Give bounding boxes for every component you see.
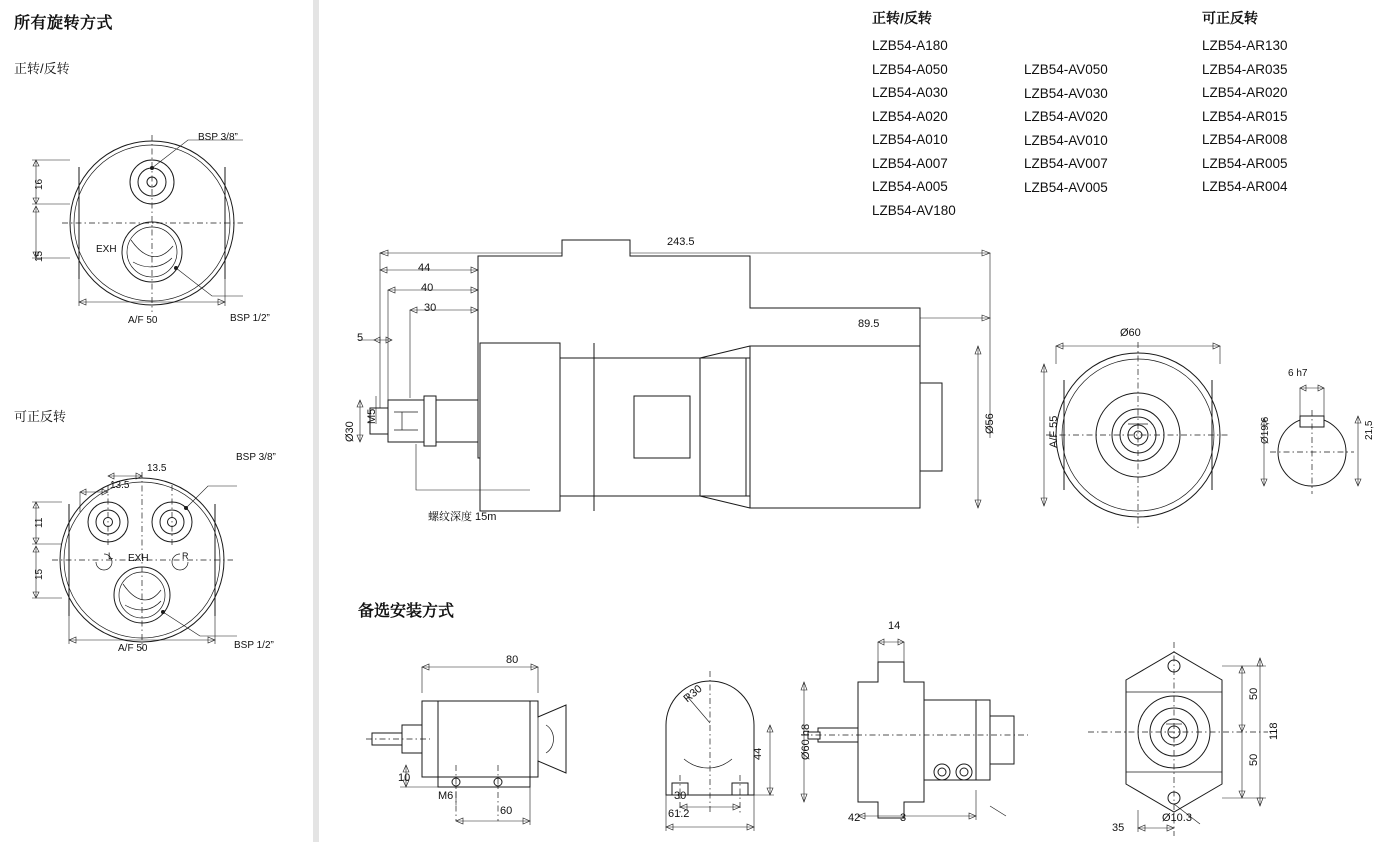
model-item: LZB54-AV005 bbox=[1024, 179, 1108, 195]
alt3-dim-42: 42 bbox=[848, 812, 861, 824]
model-item: LZB54-AV007 bbox=[1024, 156, 1108, 171]
alt4-dim-35: 35 bbox=[1112, 822, 1125, 834]
left-panel-title: 所有旋转方式 bbox=[14, 15, 114, 32]
model-group2-heading: 可正反转 bbox=[1202, 10, 1258, 26]
alt3-dim-14: 14 bbox=[888, 620, 901, 632]
model-item: LZB54-AV030 bbox=[1024, 85, 1108, 101]
alt2-dim-30: 30 bbox=[674, 790, 687, 802]
model-item: LZB54-AV050 bbox=[1024, 62, 1108, 77]
label-bsp12-top: BSP 1/2” bbox=[230, 313, 270, 324]
model-item: LZB54-A020 bbox=[872, 108, 948, 124]
vertical-divider bbox=[313, 0, 319, 842]
section-title-reversible: 可正反转 bbox=[14, 409, 67, 424]
model-group-forward-reverse bbox=[872, 8, 1184, 222]
alt-mount-view-3 bbox=[800, 620, 1040, 830]
model-group2-col1 bbox=[1202, 34, 1352, 199]
alt3-dim-dia60h8: Ø60 h8 bbox=[800, 723, 812, 760]
alt4-dim-118: 118 bbox=[1268, 722, 1280, 740]
label-bsp12-bottom: BSP 1/2” bbox=[234, 640, 274, 651]
alt4-dim-dia10-3: Ø10.3 bbox=[1162, 812, 1192, 824]
label-m5-thread: M5 bbox=[366, 408, 378, 424]
end-view-dia60 bbox=[1030, 320, 1250, 550]
alt3-dim-3: 3 bbox=[900, 812, 907, 824]
dim-15-top: 15 bbox=[34, 250, 45, 262]
dim-total-length: 243.5 bbox=[667, 236, 695, 248]
dim-5: 5 bbox=[357, 332, 364, 344]
model-item: LZB54-AR130 bbox=[1202, 38, 1288, 53]
alt4-dim-50-b: 50 bbox=[1248, 753, 1260, 766]
alt2-label-r30: R30 bbox=[681, 682, 705, 706]
dim-11-bottom: 11 bbox=[34, 517, 45, 528]
label-mark-r: R bbox=[182, 551, 189, 561]
alt2-dim-61-2: 61.2 bbox=[668, 808, 690, 820]
left-panel bbox=[0, 0, 305, 842]
model-item: LZB54-A030 bbox=[872, 85, 948, 100]
alt1-label-m6: M6 bbox=[438, 790, 454, 802]
model-item: LZB54-A180 bbox=[872, 38, 948, 53]
label-thread-depth: 螺纹深度 15m bbox=[428, 511, 497, 523]
alt2-dim-44: 44 bbox=[752, 747, 764, 760]
model-item: LZB54-A050 bbox=[872, 61, 948, 77]
dim-dia-56: Ø56 bbox=[984, 413, 996, 434]
dim-dia-30: Ø30 bbox=[344, 421, 356, 442]
label-af50-bottom: A/F 50 bbox=[118, 643, 148, 654]
main-side-view bbox=[330, 228, 1030, 548]
model-item: LZB54-AR035 bbox=[1202, 61, 1288, 77]
dim-6h7: 6 h7 bbox=[1288, 368, 1308, 379]
model-item: LZB54-A005 bbox=[872, 179, 948, 194]
port-view-single-direction bbox=[0, 110, 305, 340]
dim-15-bottom: 15 bbox=[34, 568, 45, 580]
alt-mount-title: 备选安装方式 bbox=[358, 603, 455, 620]
model-item: LZB54-AR015 bbox=[1202, 108, 1288, 124]
alt1-dim-10: 10 bbox=[398, 772, 411, 784]
alt1-dim-60: 60 bbox=[500, 805, 513, 817]
dim-21-5: 21,5 bbox=[1364, 420, 1375, 440]
dim-13-5-b: 13.5 bbox=[110, 480, 130, 491]
dim-30: 30 bbox=[424, 302, 437, 314]
model-item: LZB54-AV010 bbox=[1024, 132, 1108, 148]
dim-44: 44 bbox=[418, 262, 431, 274]
model-item: LZB54-AR004 bbox=[1202, 179, 1288, 194]
model-item: LZB54-AR008 bbox=[1202, 132, 1288, 147]
alt-mount-view-1 bbox=[360, 645, 600, 845]
label-exh-top: EXH bbox=[96, 244, 117, 255]
dim-16-top: 16 bbox=[34, 178, 45, 190]
model-group-reversible bbox=[1202, 8, 1352, 199]
model-item: LZB54-AV020 bbox=[1024, 109, 1108, 124]
dim-89-5: 89.5 bbox=[858, 318, 880, 330]
model-group1-heading: 正转/反转 bbox=[872, 10, 932, 26]
model-item: LZB54-AR020 bbox=[1202, 85, 1288, 100]
section-title-forward-reverse: 正转/反转 bbox=[14, 61, 70, 76]
dim-dia-19-6: Ø19,6 bbox=[1260, 416, 1271, 444]
label-exh-bottom: EXH bbox=[128, 553, 149, 564]
port-view-reversible bbox=[0, 440, 305, 670]
model-item: LZB54-A007 bbox=[872, 155, 948, 171]
dim-40: 40 bbox=[421, 282, 434, 294]
dim-13-5-a: 13.5 bbox=[147, 463, 167, 474]
label-bsp38-top: BSP 3/8” bbox=[198, 132, 238, 143]
alt1-dim-80: 80 bbox=[506, 654, 519, 666]
label-af50-top: A/F 50 bbox=[128, 315, 158, 326]
model-item: LZB54-AV180 bbox=[872, 202, 956, 218]
model-group1-col1 bbox=[872, 34, 1024, 222]
label-mark-l: L bbox=[108, 551, 114, 561]
dim-af-55: A/F 55 bbox=[1048, 415, 1060, 448]
dim-dia-60: Ø60 bbox=[1120, 327, 1141, 339]
model-item: LZB54-AR005 bbox=[1202, 155, 1288, 171]
alt4-dim-50-a: 50 bbox=[1248, 687, 1260, 700]
label-bsp38-bottom: BSP 3/8” bbox=[236, 452, 276, 463]
model-item: LZB54-A010 bbox=[872, 132, 948, 147]
alt-mount-view-2 bbox=[640, 655, 820, 845]
model-group1-col2 bbox=[1024, 34, 1184, 222]
